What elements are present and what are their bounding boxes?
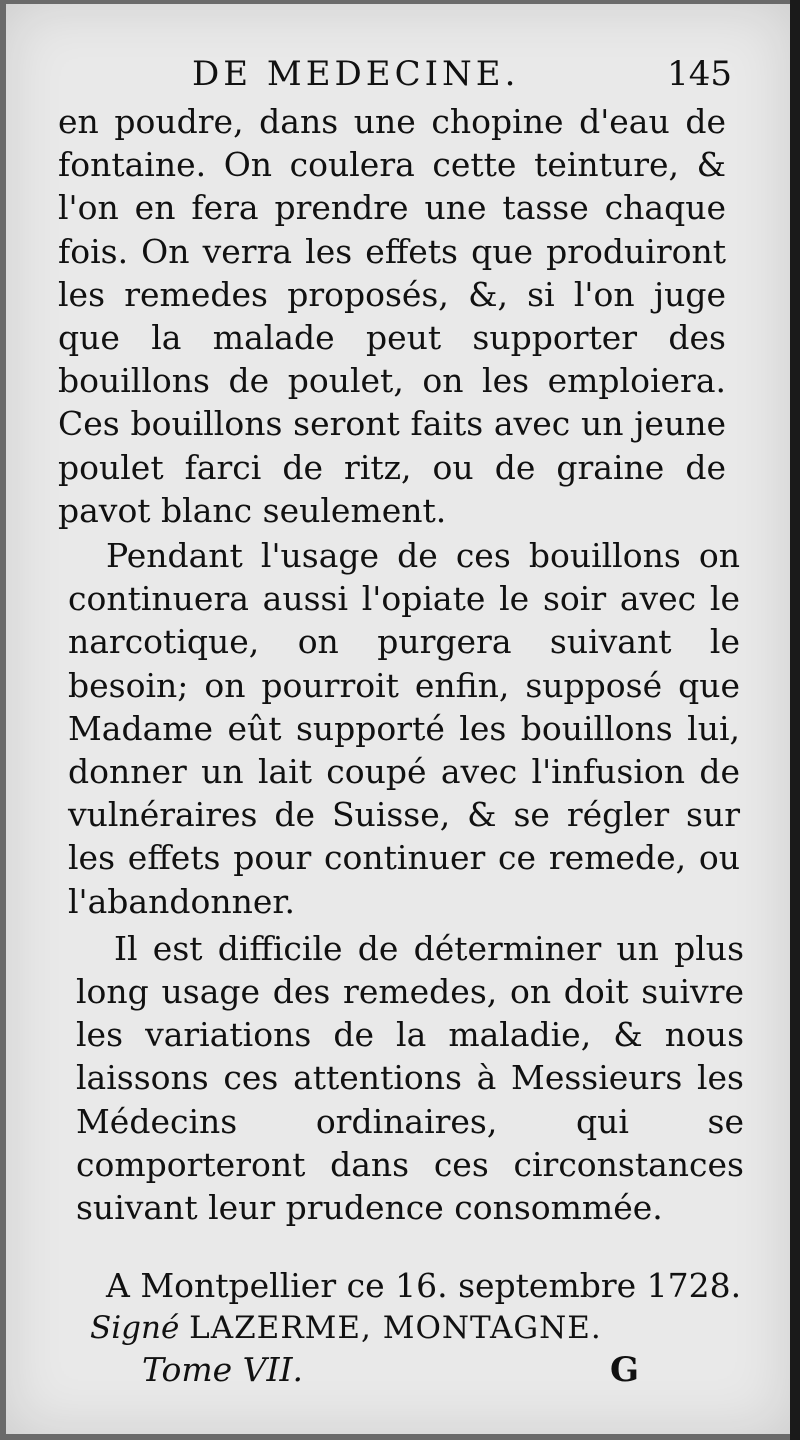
signe-label: Signé (90, 1310, 180, 1346)
page-edge (790, 0, 800, 1440)
body-text (58, 100, 744, 1229)
signature-mark: G (610, 1350, 640, 1390)
book-page (6, 4, 790, 1434)
closing-line: A Montpellier ce 16. septembre 1728. (106, 1266, 742, 1305)
page-number: 145 (667, 54, 732, 94)
signature-line (90, 1310, 602, 1346)
page-header (192, 54, 732, 98)
running-head: DE MEDECINE. (192, 54, 520, 94)
volume-label: Tome VII. (142, 1350, 304, 1389)
paragraph-2: Pendant l'usage de ces bouillons on continuera aussi l'opiate le soir avec le narcotique, on purgera suivant le besoin; on pourroit enfin, supposé que Madame eût supporté les bouillons lui, donner un lait coupé avec l'infusion de vulnéraires de Suisse, & se régler sur les effets pour continuer ce remede, ou l'abandonner. (68, 536, 740, 921)
signatory-names: LAZERME, MONTAGNE. (189, 1310, 602, 1346)
paragraph-1: en poudre, dans une chopine d'eau de fontaine. On coulera cette teinture, & l'on en fera prendre une tasse chaque fois. On verra les effets que produiront les remedes proposés, &, si l'on juge que la malade peut supporter des bouillons de poulet, on les emploiera. Ces bouillons seront faits avec un jeune poulet farci de ritz, ou de graine de pavot blanc seulement. (58, 102, 726, 530)
paragraph-3: Il est difficile de déterminer un plus long usage des remedes, on doit suivre les variations de la maladie, & nous laissons ces attentions à Messieurs les Médecins ordinaires, qui se comporteront dans ces circonstances suivant leur prudence consommée. (76, 928, 744, 1228)
